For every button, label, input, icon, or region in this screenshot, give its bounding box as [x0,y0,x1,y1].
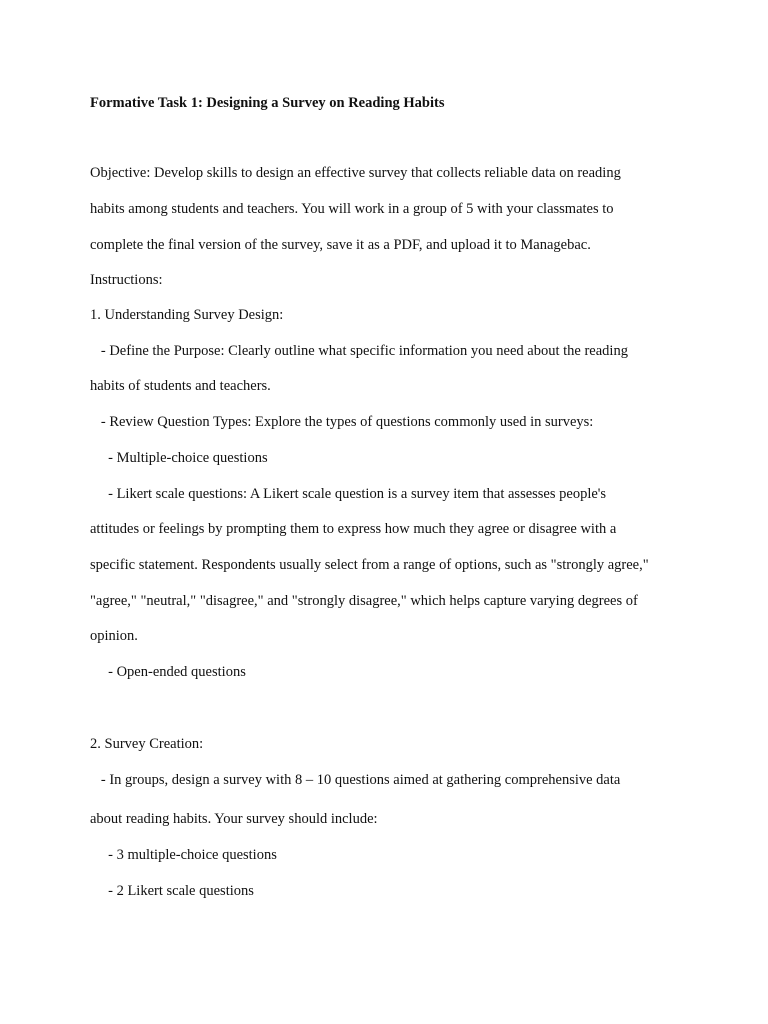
define-purpose-line-1: - Define the Purpose: Clearly outline what specific information you need about the reading [90,343,628,359]
likert-line-1: - Likert scale questions: A Likert scale question is a survey item that assesses people's [90,486,607,502]
survey-item-multiple-choice: - 3 multiple-choice questions [90,847,277,863]
objective-line-3: complete the final version of the survey, save it as a PDF, and upload it to Managebac. [90,237,591,253]
likert-line-2: attitudes or feelings by prompting them to express how much they agree or disagree with a [90,521,617,537]
review-question-types: - Review Question Types: Explore the types of questions commonly used in surveys: [90,414,594,430]
survey-item-likert: - 2 Likert scale questions [90,883,254,899]
define-purpose-line-2: habits of students and teachers. [90,378,271,394]
open-ended-item: - Open-ended questions [90,664,246,680]
objective-line-2: habits among students and teachers. You will work in a group of 5 with your classmates to [90,201,614,217]
likert-line-4: "agree," "neutral," "disagree," and "strongly disagree," which helps capture varying degrees of [90,593,638,609]
objective-line-1: Objective: Develop skills to design an effective survey that collects reliable data on reading [90,165,621,181]
multiple-choice-item: - Multiple-choice questions [90,450,268,466]
groups-line-2: about reading habits. Your survey should include: [90,811,378,827]
section2-heading: 2. Survey Creation: [90,736,204,752]
groups-line-1: - In groups, design a survey with 8 – 10 questions aimed at gathering comprehensive data [90,772,621,788]
document-title: Formative Task 1: Designing a Survey on Reading Habits [90,95,445,111]
likert-line-3: specific statement. Respondents usually select from a range of options, such as "strongly agree," [90,557,649,573]
section1-heading: 1. Understanding Survey Design: [90,307,284,323]
likert-line-5: opinion. [90,628,138,644]
instructions-label: Instructions: [90,272,163,288]
